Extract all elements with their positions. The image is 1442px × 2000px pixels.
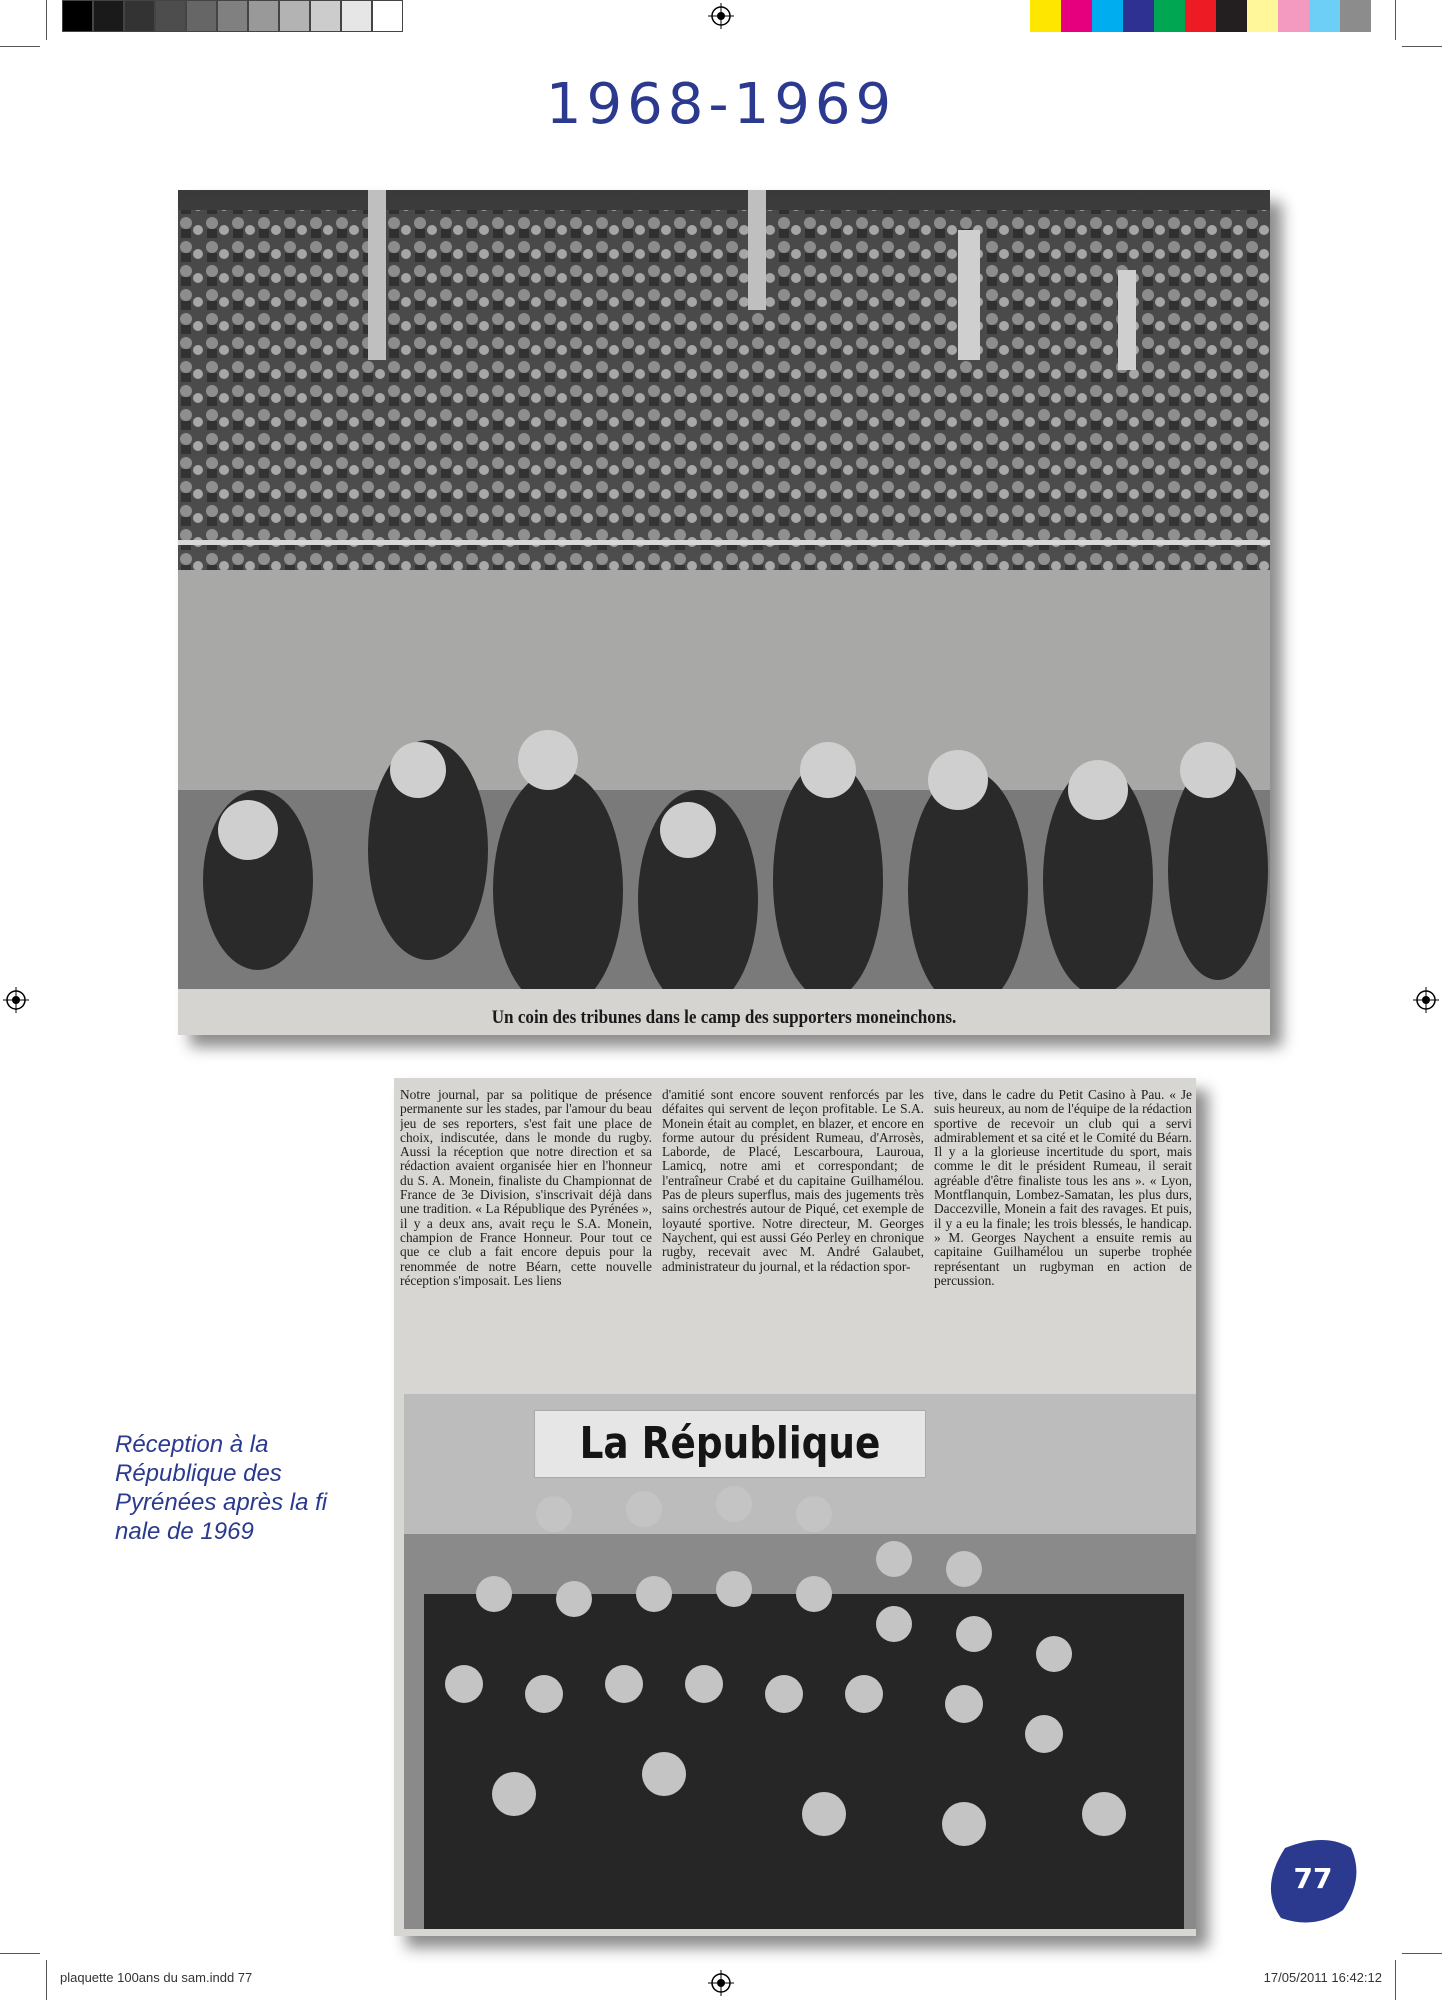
article-column-3: tive, dans le cadre du Petit Casino à Pau. « Je suis heureux, au nom de l'équipe de la rédaction sportive de recevoir un club qui a servi admirablement et sa cité et le Comité du Béarn. Il y a la glorieuse incertitude du sport, mais comme le dit le président Rumeau, il serait agréable d'être finaliste tous les ans ». « Lyon, Montflanquin, Lombez-Samatan, les plus durs, Daccezville, Monein a fait des ravages. Et puis, il y a eu la finale; les trois blessés, le handicap. » M. Georges Naychent a ensuite remis au capitaine Guilhamélou un superbe trophée représentant un rugbyman en action de percussion. xyxy=(934,1088,1192,1288)
gray-swatch xyxy=(217,0,248,32)
gray-swatch xyxy=(248,0,279,32)
gray-swatch xyxy=(93,0,124,32)
registration-mark-icon xyxy=(1413,987,1439,1013)
color-swatch xyxy=(1340,0,1371,32)
gray-swatch xyxy=(279,0,310,32)
registration-mark-icon xyxy=(3,987,29,1013)
stadium-crowd-photo xyxy=(178,190,1270,1035)
team-photo xyxy=(404,1394,1196,1929)
gray-swatch xyxy=(155,0,186,32)
color-swatch xyxy=(1030,0,1061,32)
crop-mark xyxy=(1402,46,1442,47)
footer-file-name: plaquette 100ans du sam.indd 77 xyxy=(60,1970,253,1985)
page-number-badge xyxy=(1265,1838,1361,1928)
masthead-text: La République xyxy=(579,1418,881,1469)
gray-swatch xyxy=(62,0,93,32)
gray-swatch xyxy=(341,0,372,32)
crop-mark xyxy=(46,0,47,40)
newspaper-clipping xyxy=(394,1078,1196,1936)
crop-mark xyxy=(0,46,40,47)
page-number: 77 xyxy=(1293,1862,1333,1895)
crowd-illustration xyxy=(178,190,1270,1035)
footer-timestamp: 17/05/2011 16:42:12 xyxy=(1263,1970,1382,1985)
color-swatch xyxy=(1247,0,1278,32)
gray-swatch xyxy=(186,0,217,32)
page-title: 1968-1969 xyxy=(545,72,897,137)
color-swatch xyxy=(1309,0,1340,32)
gray-swatch xyxy=(124,0,155,32)
gray-swatch xyxy=(310,0,341,32)
crop-mark xyxy=(0,1953,40,1954)
color-swatch xyxy=(1154,0,1185,32)
color-swatch xyxy=(1092,0,1123,32)
color-swatch xyxy=(1123,0,1154,32)
crop-mark xyxy=(1395,0,1396,40)
article-column-2: d'amitié sont encore souvent renforcés par les défaites qui servent de leçon profitable. Le S.A. Monein était au complet, en blazer, et encore en forme autour du président Rumeau, d'Arrosès, Laborde, de Placé, Lescarboura, Lauroua, Lamicq, notre ami et correspondant; de l'entraîneur Crabé et du capitaine Guilhamélou. Pas de pleurs superflus, mais des jugements très sains orchestrés autour de Piqué, cet exemple de loyauté sportive. Notre directeur, M. Georges Naychent, qui est aussi Géo Perley en chronique rugby, recevait avec M. André Galaubet, administrateur du journal, et la rédaction spor- xyxy=(662,1088,924,1274)
crop-mark xyxy=(1402,1953,1442,1954)
crop-mark xyxy=(1395,1960,1396,2000)
color-swatch xyxy=(1278,0,1309,32)
gray-swatch xyxy=(372,0,403,32)
registration-mark-icon xyxy=(708,3,734,29)
color-swatch xyxy=(1216,0,1247,32)
side-caption: Réception à la République des Pyrénées après la fi nale de 1969 xyxy=(115,1431,328,1545)
crop-mark xyxy=(46,1960,47,2000)
registration-mark-icon xyxy=(708,1970,734,1996)
color-swatch xyxy=(1061,0,1092,32)
photo-caption: Un coin des tribunes dans le camp des supporters moneinchons. xyxy=(491,1007,957,1028)
team-group-illustration xyxy=(404,1394,1196,1929)
color-swatch xyxy=(1185,0,1216,32)
article-column-1: Notre journal, par sa politique de présence permanente sur les stades, par l'amour du beau jeu de ses reporters, s'est fait une place de choix, indiscutée, dans le monde du rugby. Aussi la réception que notre direction et sa rédaction avaient organisée hier en l'honneur du S. A. Monein, finaliste du Championnat de France de 3e Division, s'inscrivait déjà dans une tradition. « La République des Pyrénées », il y a deux ans, avait reçu le S.A. Monein, champion de France Honneur. Pour tout ce que ce club a fait encore depuis pour la renommée de notre Béarn, cette nouvelle réception s'imposait. Les liens xyxy=(400,1088,652,1288)
